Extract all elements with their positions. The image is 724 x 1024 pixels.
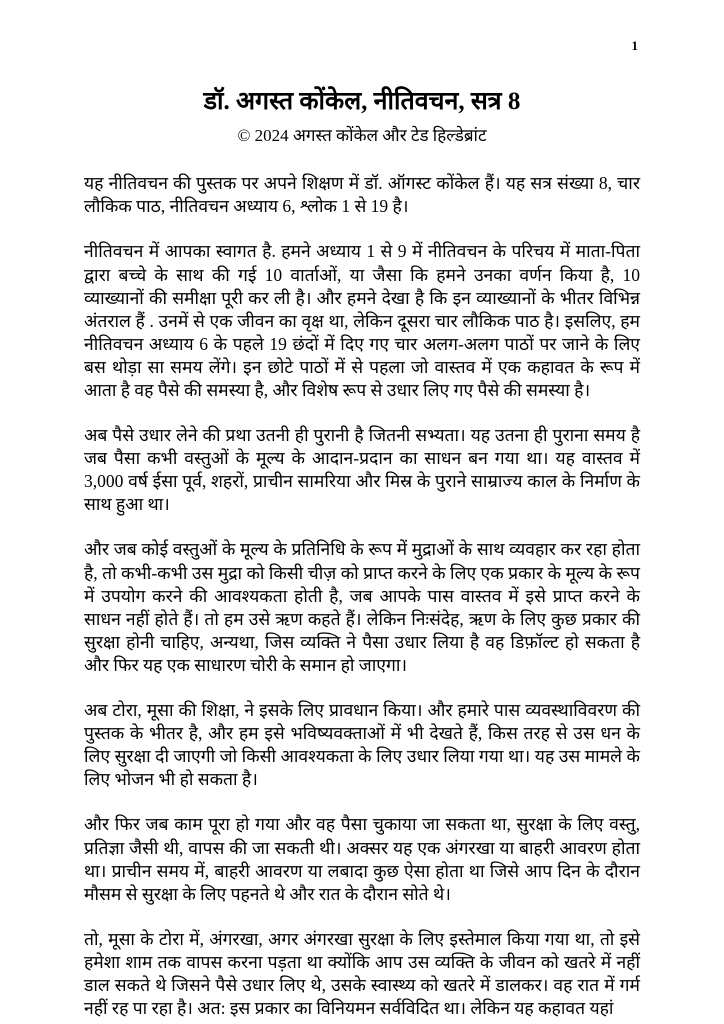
paragraph: अब पैसे उधार लेने की प्रथा उतनी ही पुरानी है जितनी सभ्यता। यह उतना ही पुराना समय है जब पैसा कभी वस्तुओं के मूल्य के आदान-प्रदान का साधन बन गया था। यह वास्तव में 3,000 वर्ष ईसा पूर्व, शहरों, प्राचीन सामरिया और मिस्र के पुराने साम्राज्य काल के निर्माण के साथ हुआ था। (84, 425, 640, 515)
paragraph: तो, मूसा के टोरा में, अंगरखा, अगर अंगरखा सुरक्षा के लिए इस्तेमाल किया गया था, तो इसे हमेशा शाम तक वापस करना पड़ता था क्योंकि आप उस व्यक्ति के जीवन को खतरे में नहीं डाल सकते थे जिसने पैसे उधार लिए थे, उसके स्वास्थ्य को खतरे में डालकर। वह रात में गर्म नहीं रह पा रहा है। अत: इस प्रकार का विनियमन सर्वविदित था। लेकिन यह कहावत यहां (84, 928, 640, 1019)
paragraph: और जब कोई वस्तुओं के मूल्य के प्रतिनिधि के रूप में मुद्राओं के साथ व्यवहार कर रहा होता है, तो कभी-कभी उस मुद्रा को किसी चीज़ को प्राप्त करने के लिए एक प्रकार के मूल्य के रूप में उपयोग करने की आवश्यकता होती है, जब आपके पास वास्तव में इसे प्राप्त करने के साधन नहीं होते हैं। तो हम उसे ऋण कहते हैं। लेकिन निःसंदेह, ऋण के लिए कुछ प्रकार की सुरक्षा होनी चाहिए, अन्यथा, जिस व्यक्ति ने पैसा उधार लिया है वह डिफ़ॉल्ट हो सकता है और फिर यह एक साधारण चोरी के समान हो जाएगा। (84, 539, 640, 675)
page-title: डॉ. अगस्त कोंकेल, नीतिवचन, सत्र 8 (203, 88, 521, 115)
copyright-line: © 2024 अगस्त कोंकेल और टेड हिल्डेब्रांट (237, 126, 487, 146)
page-number: 1 (631, 38, 638, 53)
document-body (84, 172, 640, 1020)
paragraph: नीतिवचन में आपका स्वागत है. हमने अध्याय 1 से 9 में नीतिवचन के परिचय में माता-पिता द्वारा बच्चे के साथ की गई 10 वार्ताओं, या जैसा कि हमने उनका वर्णन किया है, 10 व्याख्यानों की समीक्षा पूरी कर ली है। और हमने देखा है कि इन व्याख्यानों के भीतर विभिन्न अंतराल हैं . उनमें से एक जीवन का वृक्ष था, लेकिन दूसरा चार लौकिक पाठ है। इसलिए, हम नीतिवचन अध्याय 6 के पहले 19 छंदों में दिए गए चार अलग-अलग पाठों पर जाने के लिए बस थोड़ा सा समय लेंगे। इन छोटे पाठों में से पहला जो वास्तव में एक कहावत के रूप में आता है वह पैसे की समस्या है, और विशेष रूप से उधार लिए गए पैसे की समस्या है। (84, 241, 640, 400)
paragraph: अब टोरा, मूसा की शिक्षा, ने इसके लिए प्रावधान किया। और हमारे पास व्यवस्थाविवरण की पुस्तक के भीतर है, और हम इसे भविष्यवक्ताओं में भी देखते हैं, किस तरह से उस धन के लिए सुरक्षा दी जाएगी जो किसी आवश्यकता के लिए उधार लिया गया था। यह उस मामले के लिए भोजन भी हो सकता है। (84, 700, 640, 790)
paragraph: यह नीतिवचन की पुस्तक पर अपने शिक्षण में डॉ. ऑगस्ट कोंकेल हैं। यह सत्र संख्या 8, चार लौकिक पाठ, नीतिवचन अध्याय 6, श्लोक 1 से 19 है। (84, 173, 640, 217)
paragraph: और फिर जब काम पूरा हो गया और वह पैसा चुकाया जा सकता था, सुरक्षा के लिए वस्तु, प्रतिज्ञा जैसी थी, वापस की जा सकती थी। अक्सर यह एक अंगरखा या बाहरी आवरण होता था। प्राचीन समय में, बाहरी आवरण या लबादा कुछ ऐसा होता था जिसे आप दिन के दौरान मौसम से सुरक्षा के लिए पहनते थे और रात के दौरान सोते थे। (84, 814, 640, 904)
